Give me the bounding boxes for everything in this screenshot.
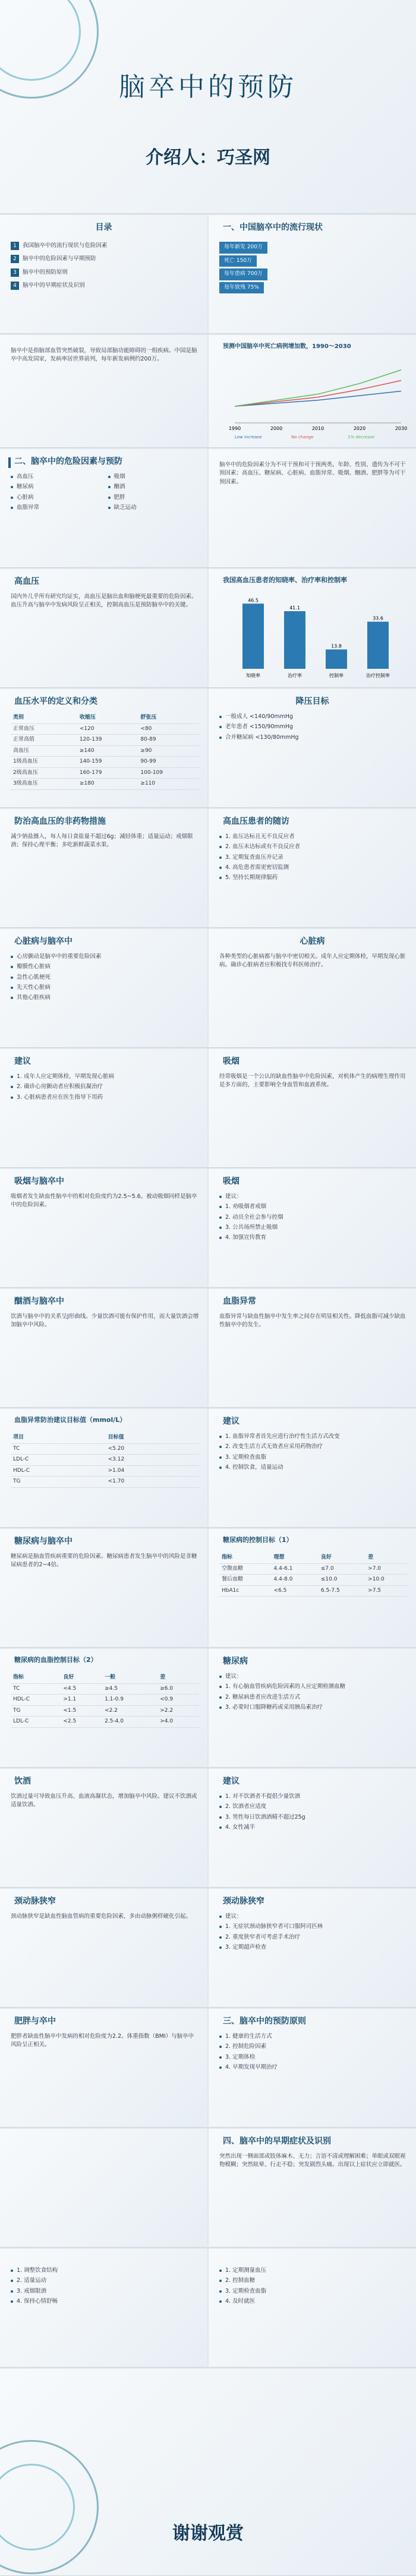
table-cell: ≥6.0 bbox=[157, 1683, 199, 1695]
list-item: 1. 成年人应定期体检，早期发现心脏病 bbox=[11, 1073, 199, 1081]
drinking-slide bbox=[0, 1769, 207, 1888]
list-item: 4. 女性减半 bbox=[219, 1823, 408, 1832]
table-cell: 1.1-0.9 bbox=[102, 1695, 157, 1706]
smoking-list bbox=[219, 1193, 408, 1244]
table-cell: 160-179 bbox=[77, 767, 138, 779]
table-row bbox=[11, 1705, 199, 1717]
list-item: 2. 确诊心房颤动者应积极抗凝治疗 bbox=[11, 1083, 199, 1091]
list-item: 4. 早期发现早期治疗 bbox=[219, 2063, 408, 2072]
data-label: 41.1 bbox=[289, 605, 300, 611]
list-item: 1. 对不饮酒者不提倡少量饮酒 bbox=[219, 1793, 408, 1801]
hypertension-slide bbox=[0, 569, 207, 688]
table-cell: ≥4.5 bbox=[102, 1683, 157, 1695]
table-cell: 空腹血糖 bbox=[219, 1563, 272, 1575]
toc-item[interactable]: 3 脑卒中的预防原则 bbox=[11, 268, 199, 277]
table-cell: <5.20 bbox=[106, 1443, 199, 1455]
slide-title: 酗酒与脑卒中 bbox=[14, 1297, 64, 1306]
slide-title: 糖尿病 bbox=[223, 1657, 248, 1666]
bar-chart bbox=[220, 593, 399, 682]
table-cell: >1.1 bbox=[61, 1695, 102, 1706]
slide-title: 二、脑卒中的危险因素与预防 bbox=[14, 457, 122, 466]
list-item: 1. 健康的生活方式 bbox=[219, 2033, 408, 2041]
slide-title: 颈动脉狭窄 bbox=[14, 1897, 56, 1906]
symptoms-slide bbox=[209, 2129, 416, 2248]
bar bbox=[367, 622, 389, 669]
table-cell: ≤7.0 bbox=[319, 1563, 365, 1575]
legend-entry: Low increase bbox=[235, 435, 262, 440]
list-item: 2. 改变生活方式无效者应采用药物治疗 bbox=[219, 1443, 408, 1451]
table-header: 类别 bbox=[11, 713, 77, 723]
slide-title: 四、脑卒中的早期症状及识别 bbox=[223, 2136, 331, 2146]
table-cell: 餐后血糖 bbox=[219, 1575, 272, 1586]
table-header: 指标 bbox=[11, 1673, 61, 1683]
list-item: 心房颤动是脑卒中的重要危险因素 bbox=[11, 953, 199, 961]
table-row bbox=[219, 1575, 408, 1586]
table-cell: <0.9 bbox=[157, 1695, 199, 1706]
bp-class-slide bbox=[0, 689, 207, 808]
slide-title: 吸烟 bbox=[223, 1177, 239, 1186]
risk-desc-slide bbox=[209, 449, 416, 568]
table-cell: <2.5 bbox=[61, 1717, 102, 1728]
monitor-slide bbox=[209, 2249, 416, 2368]
slide-title: 心脏病 bbox=[300, 937, 325, 946]
diabetes-target-slide bbox=[209, 1529, 416, 1648]
list-item: 3. 公共场所禁止吸烟 bbox=[219, 1224, 408, 1232]
table-cell: HDL-C bbox=[11, 1465, 106, 1477]
table-row bbox=[11, 723, 199, 735]
bar bbox=[242, 603, 264, 669]
table-row bbox=[11, 757, 199, 768]
slide-title: 降压目标 bbox=[295, 697, 329, 706]
table-cell: >10.0 bbox=[365, 1575, 408, 1586]
table-header: 收缩压 bbox=[77, 713, 138, 723]
slide-title: 建议 bbox=[14, 1057, 31, 1066]
heart-text-slide bbox=[209, 929, 416, 1048]
bar bbox=[326, 649, 347, 669]
table-cell: >1.04 bbox=[106, 1465, 199, 1477]
lipid-table bbox=[11, 1433, 199, 1488]
table-cell: ≤10.0 bbox=[319, 1575, 365, 1586]
table-row bbox=[11, 745, 199, 757]
slide-text: 各种类型的心脏病都与脑卒中密切相关。成年人应定期体检，早期发现心脏病。确诊心脏病者应积极找专科医师治疗。 bbox=[219, 953, 406, 969]
list-item: 3. 定期检查血脂 bbox=[219, 1453, 408, 1462]
list-item: 缺乏运动 bbox=[108, 504, 200, 512]
list-item: 建议： bbox=[219, 1913, 408, 1921]
table-cell: <1.70 bbox=[106, 1477, 199, 1488]
x-tick-label: 控制率 bbox=[329, 673, 343, 678]
slide-title: 吸烟与脑卒中 bbox=[14, 1177, 64, 1186]
list-item: 老年患者 <150/90mmHg bbox=[219, 723, 408, 731]
slide-text: 血脂异常与缺血性脑卒中发生率之间存在明显相关性。降低血脂可减少缺血性脑卒中的发生。 bbox=[219, 1313, 406, 1329]
list-item: 先天性心脏病 bbox=[11, 984, 199, 992]
followup-slide bbox=[209, 809, 416, 928]
slide-text: 经常吸烟是一个公认的缺血性脑卒中危险因素，对机体产生的病理生理作用是多方面的，主要影响全身血管和血液系统。 bbox=[219, 1073, 406, 1089]
table-cell: TC bbox=[11, 1683, 61, 1695]
x-tick-label: 治疗率 bbox=[288, 673, 302, 678]
table-cell: ≥110 bbox=[138, 779, 199, 790]
list-item: 3. 男性每日饮酒酒精不超过25g bbox=[219, 1813, 408, 1822]
principles-list bbox=[219, 2033, 408, 2074]
table-cell: ≥90 bbox=[138, 745, 199, 757]
list-item: 4. 保持心情舒畅 bbox=[11, 2297, 199, 2306]
stat-bars bbox=[219, 242, 408, 295]
list-item: 2. 控制危险因素 bbox=[219, 2043, 408, 2051]
slide-text: 肥胖者缺血性脑卒中发病的相对危险度为2.2。体重指数（BMI）与脑卒中风险呈正相关。 bbox=[11, 2033, 194, 2049]
list-item: 2. 血压未达标或有不良反应者 bbox=[219, 843, 408, 851]
smoking-advice-slide bbox=[209, 1169, 416, 1288]
list-item: 3. 必要时口服降糖药或采用胰岛素治疗 bbox=[219, 1703, 408, 1712]
toc-item[interactable]: 2 脑卒中的危险因素与早期预防 bbox=[11, 255, 199, 263]
x-tick-label: 2020 bbox=[353, 426, 366, 431]
slide-title: 心脏病与脑卒中 bbox=[14, 937, 73, 946]
slide-title: 颈动脉狭窄 bbox=[223, 1897, 264, 1906]
slide-text: 减少钠盐摄入，每人每日食盐量不超过6g；减轻体重；适量运动；戒烟限酒；保持心理平衡；多吃新鲜蔬菜水果。 bbox=[11, 833, 193, 849]
slide-title: 建议 bbox=[223, 1777, 239, 1786]
list-item: 瓣膜性心脏病 bbox=[11, 963, 199, 971]
heart-list bbox=[11, 953, 199, 1004]
list-item: 2. 糖尿病患者应改进生活方式 bbox=[219, 1693, 408, 1702]
slide-title: 饮酒 bbox=[14, 1777, 31, 1786]
monitor-list bbox=[219, 2267, 408, 2308]
followup-list bbox=[219, 833, 408, 884]
list-item: 1. 无症状颈动脉狭窄者可口服阿司匹林 bbox=[219, 1923, 408, 1931]
list-item: 3. 定期体检 bbox=[219, 2053, 408, 2062]
stroke-chart-slide bbox=[209, 335, 416, 448]
x-tick-label: 2000 bbox=[270, 426, 283, 431]
list-item: 心脏病 bbox=[11, 494, 102, 502]
table-cell: ≥180 bbox=[77, 779, 138, 790]
slide-text: 突然出现一侧面部或肢体麻木、无力；言语不清或理解困难；单眼或双眼视物模糊；突然眩晕、行走不稳；突发剧烈头痛。出现以上症状应立即就医。 bbox=[219, 2153, 406, 2169]
x-tick-label: 2010 bbox=[311, 426, 324, 431]
bp-table-wrap bbox=[11, 713, 199, 790]
table-cell: 4.4-6.1 bbox=[272, 1563, 319, 1575]
table-header: 良好 bbox=[61, 1673, 102, 1683]
glucose-table bbox=[219, 1553, 408, 1597]
chart-title: 预测中国脑卒中死亡病例增加数，1990～2030 bbox=[223, 343, 351, 350]
lipid-slide bbox=[209, 1289, 416, 1408]
slide-title: 防治高血压的非药物措施 bbox=[14, 817, 106, 826]
toc-item[interactable]: 1 我国脑卒中的流行现状与危险因素 bbox=[11, 242, 199, 250]
list-item: 一般成人 <140/90mmHg bbox=[219, 713, 408, 721]
slide-title: 血压水平的定义和分类 bbox=[14, 697, 97, 706]
table-row bbox=[11, 767, 199, 779]
table-cell: >7.5 bbox=[365, 1585, 408, 1597]
heart-slide bbox=[0, 929, 207, 1048]
table-cell: LDL-C bbox=[11, 1455, 106, 1466]
table-cell: TC bbox=[11, 1443, 106, 1455]
table-cell: <6.5 bbox=[272, 1585, 319, 1597]
table-cell: 100-109 bbox=[138, 767, 199, 779]
toc-list bbox=[11, 242, 199, 295]
x-tick-label: 1990 bbox=[228, 426, 241, 431]
stat-bar: 每年患病 700万 bbox=[219, 268, 267, 280]
table-header: 一般 bbox=[102, 1673, 157, 1683]
table-cell: 3级高血压 bbox=[11, 779, 77, 790]
table-row bbox=[11, 779, 199, 790]
list-item: 1. 有心脑血管疾病危险因素的人应定期检测血糖 bbox=[219, 1683, 408, 1691]
risk-list bbox=[11, 473, 199, 514]
table-cell: HbA1c bbox=[219, 1585, 272, 1597]
list-item: 1. 定期测量血压 bbox=[219, 2267, 408, 2275]
table-cell: >4.0 bbox=[157, 1717, 199, 1728]
list-item: 3. 定期检查血脂 bbox=[219, 2287, 408, 2296]
table-cell: 1级高血压 bbox=[11, 757, 77, 768]
table-row bbox=[11, 735, 199, 746]
advice-list bbox=[11, 1073, 199, 1104]
toc-slide bbox=[0, 215, 207, 334]
list-item: 合并糖尿病 <130/80mmHg bbox=[219, 734, 408, 742]
table-header: 项目 bbox=[11, 1433, 106, 1443]
table-cell: 高血压 bbox=[11, 745, 77, 757]
slide-title: 一、中国脑卒中的流行现状 bbox=[223, 223, 323, 232]
bp-table bbox=[11, 713, 199, 790]
glucose-table-wrap bbox=[219, 1553, 408, 1597]
table-row bbox=[219, 1585, 408, 1597]
slide-title: 三、脑卒中的预防原则 bbox=[223, 2016, 306, 2026]
bp-target-slide bbox=[209, 689, 416, 808]
lipid-list bbox=[219, 1433, 408, 1474]
data-label: 46.5 bbox=[248, 598, 259, 603]
table-cell: 4.4-8.0 bbox=[272, 1575, 319, 1586]
table-row bbox=[11, 1695, 199, 1706]
list-item: 1. 血脂异常者首先应进行治疗性生活方式改变 bbox=[219, 1433, 408, 1441]
list-item: 4. 及时就医 bbox=[219, 2297, 408, 2306]
table-cell: LDL-C bbox=[11, 1717, 61, 1728]
table-cell: ≥140 bbox=[77, 745, 138, 757]
table-cell: <3.12 bbox=[106, 1455, 199, 1466]
list-item: 2. 饮酒者应适度 bbox=[219, 1803, 408, 1811]
slide-title: 高血压患者的随访 bbox=[223, 817, 289, 826]
series-line bbox=[235, 391, 401, 406]
slide-text: 饮酒与脑卒中的关系呈J形曲线。少量饮酒可能有保护作用，而大量饮酒会增加脑卒中风险。 bbox=[11, 1313, 199, 1329]
table-header: 理想 bbox=[272, 1553, 319, 1563]
table-cell: <120 bbox=[77, 723, 138, 735]
carotid-advice-slide bbox=[209, 1889, 416, 2008]
diabetes-stroke-slide bbox=[0, 1529, 207, 1648]
slide-text: 吸烟者发生缺血性脑卒中的相对危险度约为2.5~5.6。被动吸烟同样是脑卒中的危险因素。 bbox=[11, 1193, 197, 1209]
slide-title: 高血压 bbox=[14, 577, 39, 586]
slide-title: 建议 bbox=[223, 1417, 239, 1426]
slide-title: 血脂异常防治建议目标值（mmol/L） bbox=[14, 1416, 127, 1424]
table-cell: 80-89 bbox=[138, 735, 199, 746]
lipid-advice-slide bbox=[209, 1409, 416, 1528]
obesity-slide bbox=[0, 2009, 207, 2128]
table-cell: HDL-C bbox=[11, 1695, 61, 1706]
drinking-list bbox=[219, 1793, 408, 1834]
smoking-slide bbox=[209, 1049, 416, 1168]
table-cell: <4.5 bbox=[61, 1683, 102, 1695]
lipid-target-slide bbox=[0, 1409, 207, 1528]
table-header: 舒张压 bbox=[138, 713, 199, 723]
table-cell: 6.5-7.5 bbox=[319, 1585, 365, 1597]
slide-text: 颈动脉狭窄是缺血性脑血管病的重要危险因素，多由动脉粥样硬化引起。 bbox=[11, 1913, 192, 1920]
dlipid-table-wrap bbox=[11, 1673, 199, 1728]
end-slide bbox=[0, 2369, 416, 2576]
list-item: 吸烟 bbox=[108, 473, 200, 481]
list-item: 急性心肌梗死 bbox=[11, 973, 199, 982]
awareness-slide bbox=[209, 569, 416, 688]
table-cell: 2级高血压 bbox=[11, 767, 77, 779]
table-cell: <2.2 bbox=[102, 1705, 157, 1717]
list-item: 2. 动员全社会参与控烟 bbox=[219, 1213, 408, 1222]
risk-desc: 脑卒中的危险因素分为不可干预和可干预两类。年龄、性别、遗传为不可干预因素；高血压、糖尿病、心脏病、血脂异常、吸烟、酗酒、肥胖等为可干预因素。 bbox=[219, 462, 406, 485]
stat-bar: 每年致残 75% bbox=[219, 282, 264, 294]
slide-title: 我国高血压患者的知晓率、治疗率和控制率 bbox=[223, 576, 347, 584]
alcohol-stroke-slide bbox=[0, 1289, 207, 1408]
list-item: 2. 适量运动 bbox=[11, 2277, 199, 2285]
list-item: 3. 定期复查血压并记录 bbox=[219, 854, 408, 862]
smoking-stroke-slide bbox=[0, 1169, 207, 1288]
table-cell: >2.2 bbox=[157, 1705, 199, 1717]
table-row bbox=[219, 1563, 408, 1575]
toc-item[interactable]: 4 脑卒中的早期症状及识别 bbox=[11, 282, 199, 290]
cover-presenter: 介绍人：巧圣网 bbox=[146, 147, 270, 168]
slide-title: 糖尿病与脑卒中 bbox=[14, 1537, 73, 1546]
diabetes-advice-slide bbox=[209, 1649, 416, 1768]
table-header: 指标 bbox=[219, 1553, 272, 1563]
list-item: 3. 戒烟限酒 bbox=[11, 2287, 199, 2296]
end-title: 谢谢观赏 bbox=[172, 2523, 244, 2544]
risk-factors-slide bbox=[0, 449, 207, 568]
x-tick-label: 知晓率 bbox=[246, 673, 260, 678]
intro-text: 脑卒中是指脑部血管突然破裂，导致局部脑功能障碍的一组疾病。中国是脑卒中高发国家，发病率居世界前列，每年新发病例约200万。 bbox=[11, 347, 197, 363]
table-cell: <80 bbox=[138, 723, 199, 735]
slide-title: 糖尿病的血脂控制目标（2） bbox=[14, 1656, 97, 1664]
table-row bbox=[11, 1477, 199, 1488]
blank-slide bbox=[0, 2129, 207, 2248]
prevalence-slide bbox=[209, 215, 416, 334]
table-header: 差 bbox=[157, 1673, 199, 1683]
slide-text: 糖尿病是脑血管疾病重要的危险因素。糖尿病患者发生脑卒中的风险是非糖尿病患者的2~4倍。 bbox=[11, 1553, 197, 1569]
lifestyle-slide bbox=[0, 2249, 207, 2368]
dlipid-table bbox=[11, 1673, 199, 1728]
diabetes-lipid-slide bbox=[0, 1649, 207, 1768]
lifestyle-list bbox=[11, 2267, 199, 2308]
slide-title: 吸烟 bbox=[223, 1057, 239, 1066]
slide-title: 血脂异常 bbox=[223, 1297, 256, 1306]
table-row bbox=[11, 1717, 199, 1728]
table-cell: 2.5-4.0 bbox=[102, 1717, 157, 1728]
cover-slide bbox=[0, 0, 416, 214]
list-item: 1. 调整饮食结构 bbox=[11, 2267, 199, 2275]
nondrug-slide bbox=[0, 809, 207, 928]
table-row bbox=[11, 1683, 199, 1695]
list-item: 建议： bbox=[219, 1673, 408, 1681]
drinking-advice-slide bbox=[209, 1769, 416, 1888]
list-item: 4. 加强宣传教育 bbox=[219, 1234, 408, 1242]
list-item: 酗酒 bbox=[108, 483, 200, 491]
x-tick-label: 治疗控制率 bbox=[366, 673, 390, 678]
table-cell: 120-139 bbox=[77, 735, 138, 746]
slide-text: 国内外几乎所有研究均证实，高血压是脑出血和脑梗死最重要的危险因素。血压升高与脑卒中发病风险呈正相关，控制高血压是预防脑卒中的关键。 bbox=[11, 593, 197, 609]
list-item: 建议： bbox=[219, 1193, 408, 1201]
principles-slide bbox=[209, 2009, 416, 2128]
stat-bar: 死亡 150万 bbox=[219, 255, 257, 267]
target-list bbox=[219, 713, 408, 744]
list-item: 高血压 bbox=[11, 473, 102, 481]
advice-slide bbox=[0, 1049, 207, 1168]
table-header: 良好 bbox=[319, 1553, 365, 1563]
list-item: 其他心脏疾病 bbox=[11, 994, 199, 1002]
table-cell: 正常高值 bbox=[11, 735, 77, 746]
carotid-slide bbox=[0, 1889, 207, 2008]
list-item: 糖尿病 bbox=[11, 483, 102, 491]
slide-title: 糖尿病的控制目标（1） bbox=[223, 1536, 293, 1544]
slide-title: 肥胖与卒中 bbox=[14, 2016, 56, 2026]
list-item: 肥胖 bbox=[108, 494, 200, 502]
slide-text: 饮酒过量可导致血压升高、血液高凝状态，增加脑卒中风险。建议不饮酒或适量饮酒。 bbox=[11, 1793, 197, 1809]
list-item: 2. 控制血糖 bbox=[219, 2277, 408, 2285]
list-item: 3. 定期超声检查 bbox=[219, 1943, 408, 1952]
list-item: 血脂异常 bbox=[11, 504, 102, 512]
series-line bbox=[235, 370, 401, 406]
legend-entry: 1% decrease bbox=[348, 435, 375, 440]
table-header: 目标值 bbox=[106, 1433, 199, 1443]
table-row bbox=[11, 1455, 199, 1466]
stat-bar: 每年新发 200万 bbox=[219, 242, 267, 254]
x-tick-label: 2030 bbox=[395, 426, 407, 431]
lipid-table-wrap bbox=[11, 1433, 199, 1488]
carotid-list bbox=[219, 1913, 408, 1954]
toc-title: 目录 bbox=[95, 223, 112, 232]
legend-entry: No change bbox=[291, 435, 314, 440]
table-row bbox=[11, 1465, 199, 1477]
intro-text-slide bbox=[0, 335, 207, 448]
data-label: 33.6 bbox=[373, 615, 383, 621]
line-chart bbox=[217, 356, 407, 440]
table-header: 差 bbox=[365, 1553, 408, 1563]
table-cell: 正常血压 bbox=[11, 723, 77, 735]
list-item: 1. 血压达标且无不良反应者 bbox=[219, 833, 408, 841]
table-cell: >7.0 bbox=[365, 1563, 408, 1575]
table-cell: <1.5 bbox=[61, 1705, 102, 1717]
bar bbox=[284, 611, 305, 669]
list-item: 3. 心脏病患者应在医生指导下用药 bbox=[11, 1093, 199, 1102]
table-cell: 140-159 bbox=[77, 757, 138, 768]
table-cell: 90-99 bbox=[138, 757, 199, 768]
table-cell: TG bbox=[11, 1477, 106, 1488]
diabetes-list bbox=[219, 1673, 408, 1714]
list-item: 4. 控制饮食，适量运动 bbox=[219, 1464, 408, 1472]
list-item: 5. 坚持长期规律服药 bbox=[219, 874, 408, 882]
table-row bbox=[11, 1443, 199, 1455]
cover-title: 脑卒中的预防 bbox=[119, 72, 297, 102]
list-item: 4. 高危患者需更密切监测 bbox=[219, 864, 408, 872]
table-cell: TG bbox=[11, 1705, 61, 1717]
list-item: 1. 劝吸烟者戒烟 bbox=[219, 1203, 408, 1211]
data-label: 13.8 bbox=[331, 643, 342, 649]
list-item: 2. 重度狭窄者可考虑手术治疗 bbox=[219, 1933, 408, 1942]
